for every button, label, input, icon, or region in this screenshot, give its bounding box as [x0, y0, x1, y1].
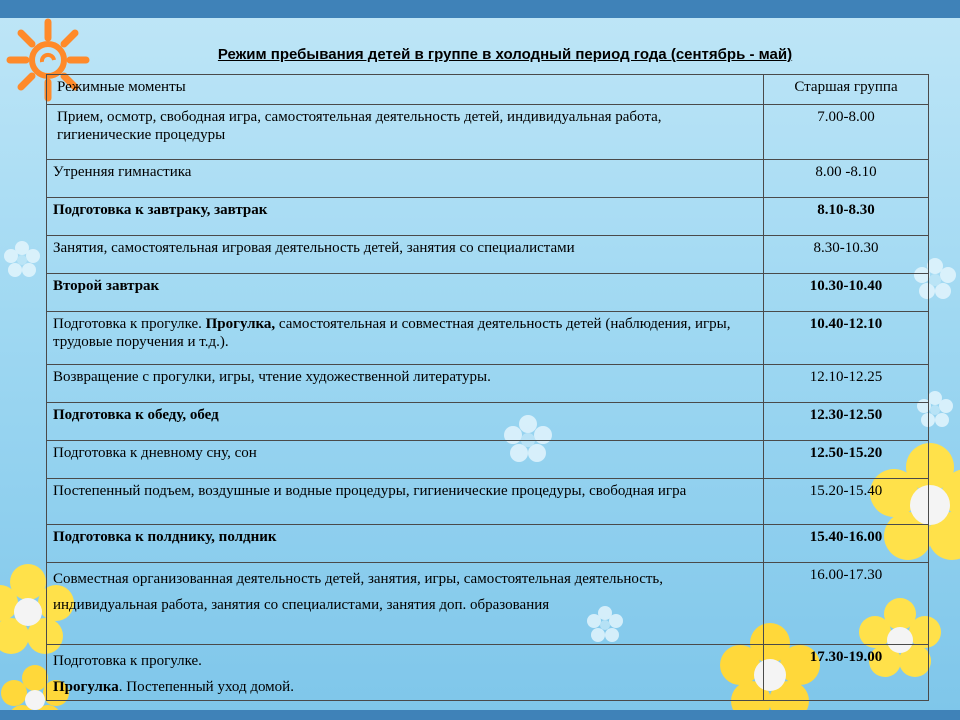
- activity-text-prefix: Подготовка к прогулке.: [53, 316, 206, 332]
- activity-cell: Утренняя гимнастика: [47, 160, 764, 198]
- activity-cell: Подготовка к полднику, полдник: [47, 525, 764, 563]
- time-cell: 15.40-16.00: [764, 525, 929, 563]
- header-activity: Режимные моменты: [47, 75, 764, 105]
- activity-text-bold: Прогулка: [53, 679, 119, 695]
- time-cell: 8.30-10.30: [764, 236, 929, 274]
- table-row: [47, 312, 929, 365]
- activity-cell: [47, 312, 764, 365]
- table-row: [47, 479, 929, 525]
- schedule-table: [46, 74, 929, 701]
- time-cell: 17.30-19.00: [764, 645, 929, 701]
- activity-cell: Постепенный подъем, воздушные и водные процедуры, гигиенические процедуры, свободная игра: [47, 479, 764, 525]
- activity-text-suffix: самостоятельная и совместная деятельность детей (наблюдения, игры, трудовые поручения и т.д.).: [53, 316, 731, 350]
- activity-cell: Второй завтрак: [47, 274, 764, 312]
- table-row: [47, 441, 929, 479]
- page-title: Режим пребывания детей в группе в холодный период года (сентябрь - май): [217, 46, 793, 63]
- activity-cell: Возвращение с прогулки, игры, чтение художественной литературы.: [47, 365, 764, 403]
- table-row: [47, 274, 929, 312]
- time-cell: 12.50-15.20: [764, 441, 929, 479]
- activity-cell: [47, 645, 764, 701]
- time-cell: 15.20-15.40: [764, 479, 929, 525]
- table-row: [47, 198, 929, 236]
- table-row: [47, 236, 929, 274]
- activity-cell: Подготовка к дневному сну, сон: [47, 441, 764, 479]
- time-cell: 7.00-8.00: [764, 105, 929, 160]
- activity-line: Подготовка к прогулке.: [53, 653, 202, 669]
- time-cell: 10.30-10.40: [764, 274, 929, 312]
- activity-cell: Совместная организованная деятельность детей, занятия, игры, самостоятельная деятельность, индивидуальная работа, занятия со специалистами, занятия доп. образования: [47, 563, 764, 645]
- time-cell: 8.10-8.30: [764, 198, 929, 236]
- table-row: [47, 563, 929, 645]
- table-header-row: [47, 75, 929, 105]
- time-cell: 12.10-12.25: [764, 365, 929, 403]
- activity-cell: Подготовка к обеду, обед: [47, 403, 764, 441]
- activity-cell: Подготовка к завтраку, завтрак: [47, 198, 764, 236]
- table-row: [47, 105, 929, 160]
- bottom-frame-bar: [0, 710, 960, 720]
- time-cell: 10.40-12.10: [764, 312, 929, 365]
- table-row: [47, 365, 929, 403]
- activity-text-suffix: . Постепенный уход домой.: [118, 679, 294, 695]
- table-row: [47, 403, 929, 441]
- time-cell: 12.30-12.50: [764, 403, 929, 441]
- time-cell: 16.00-17.30: [764, 563, 929, 645]
- activity-cell: Прием, осмотр, свободная игра, самостоятельная деятельность детей, индивидуальная работа, гигиенические процедуры: [47, 105, 764, 160]
- activity-line: [53, 674, 757, 700]
- flower-icon: [4, 241, 40, 277]
- activity-cell: Занятия, самостоятельная игровая деятельность детей, занятия со специалистами: [47, 236, 764, 274]
- header-time: Старшая группа: [764, 75, 929, 105]
- time-cell: 8.00 -8.10: [764, 160, 929, 198]
- table-row: [47, 160, 929, 198]
- table-row: [47, 525, 929, 563]
- activity-text-bold: Прогулка,: [205, 316, 276, 332]
- table-row: [47, 645, 929, 701]
